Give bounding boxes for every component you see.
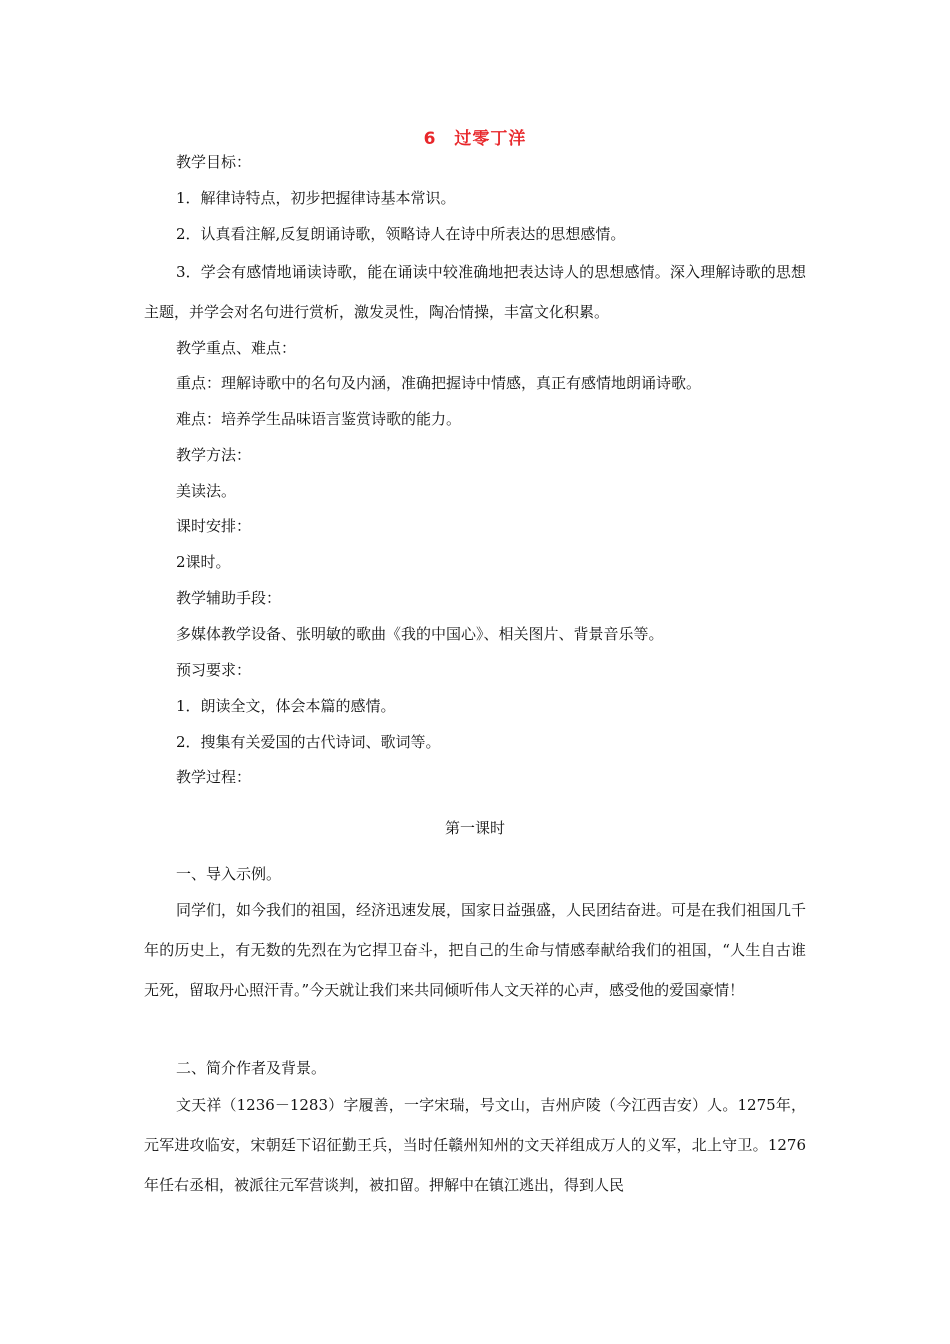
objective-3: 3．学会有感情地诵读诗歌，能在诵读中较准确地把表达诗人的思想感情。深入理解诗歌的思想主题，并学会对名句进行赏析，激发灵性，陶冶情操，丰富文化积累。 [144,263,806,321]
document-title: 6 过零丁洋 [423,129,527,149]
objective-1: 1．解律诗特点，初步把握律诗基本常识。 [176,189,456,207]
section-2-text: 文天祥（1236－1283）字履善，一字宋瑞，号文山，吉州庐陵（今江西吉安）人。1275年，元军进攻临安，宋朝廷下诏征勤王兵，当时任赣州知州的文天祥组成万人的义军，北上守卫。1276年任右丞相，被派往元军营谈判，被扣留。押解中在镇江逃出，得到人民 [144,1096,806,1194]
process-heading: 教学过程： [176,768,252,786]
schedule-heading: 课时安排： [176,517,252,535]
keypoint-text: 重点：理解诗歌中的名句及内涵，准确把握诗中情感，真正有感情地朗诵诗歌。 [176,374,702,392]
keypoints-heading: 教学重点、难点： [176,339,297,357]
difficulty-text: 难点：培养学生品味语言鉴赏诗歌的能力。 [176,410,462,428]
objective-2: 2．认真看注解,反复朗诵诗歌，领略诗人在诗中所表达的思想感情。 [176,225,626,243]
section-1-heading: 一、导入示例。 [176,865,282,883]
aids-text: 多媒体教学设备、张明敏的歌曲《我的中国心》、相关图片、背景音乐等。 [176,625,664,643]
method-text: 美读法。 [176,482,237,500]
preview-heading: 预习要求： [176,661,252,679]
schedule-text: 2课时。 [176,553,231,571]
section-2-heading: 二、简介作者及背景。 [176,1059,327,1077]
section-1-text: 同学们，如今我们的祖国，经济迅速发展，国家日益强盛，人民团结奋进。可是在我们祖国几千年的历史上，有无数的先烈在为它捍卫奋斗，把自己的生命与情感奉献给我们的祖国，“人生自古谁无死，留取丹心照汗青。”今天就让我们来共同倾听伟人文天祥的心声，感受他的爱国豪情！ [144,901,807,999]
aids-heading: 教学辅助手段： [176,589,282,607]
method-heading: 教学方法： [176,446,252,464]
objectives-heading: 教学目标： [176,153,252,171]
preview-1: 1．朗读全文，体会本篇的感情。 [176,697,396,715]
lesson-title: 第一课时 [444,819,505,837]
preview-2: 2．搜集有关爱国的古代诗词、歌词等。 [176,733,441,751]
